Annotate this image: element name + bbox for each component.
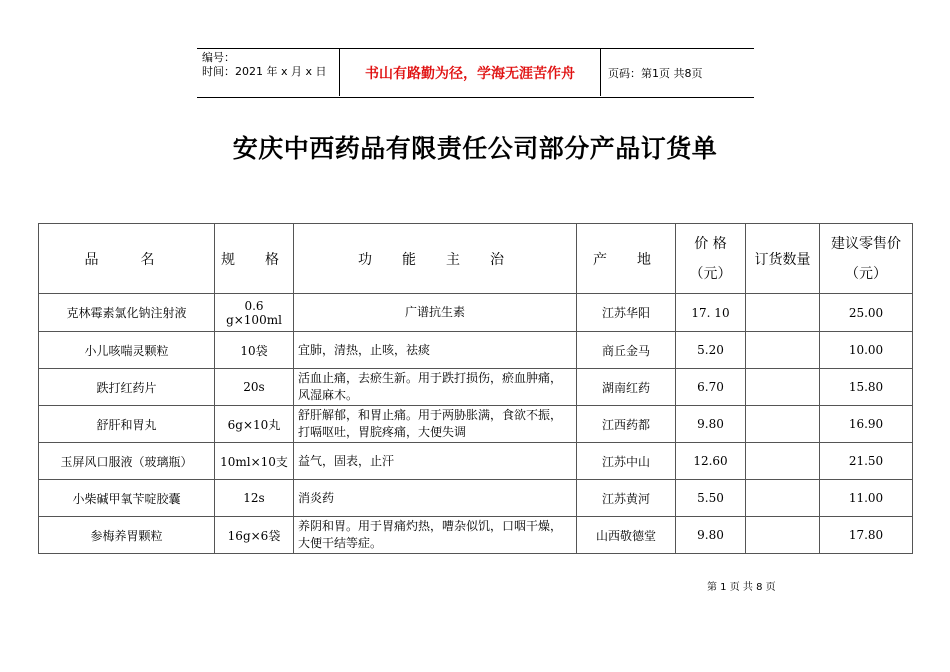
cell-retail: 21.50 (820, 443, 913, 480)
cell-name: 跌打红药片 (39, 369, 215, 406)
cell-name: 克林霉素氯化钠注射液 (39, 294, 215, 332)
cell-origin: 江苏华阳 (577, 294, 676, 332)
cell-function: 活血止痛，去瘀生新。用于跌打损伤，瘀血肿痛，风湿麻木。 (294, 369, 577, 406)
cell-origin: 江苏中山 (577, 443, 676, 480)
cell-spec: 10袋 (215, 332, 294, 369)
cell-name: 小柴碱甲氧苄啶胶囊 (39, 480, 215, 517)
cell-spec: 0.6 g×100ml (215, 294, 294, 332)
header-spec: 规 格 (215, 224, 294, 294)
table-row (39, 369, 913, 406)
cell-function: 舒肝解郁，和胃止痛。用于两胁胀满，食欲不振，打嗝呕吐，胃脘疼痛，大便失调 (294, 406, 577, 443)
cell-name: 参梅养胃颗粒 (39, 517, 215, 554)
motto: 书山有路勤为径，学海无涯苦作舟 (339, 49, 601, 96)
cell-retail: 10.00 (820, 332, 913, 369)
cell-origin: 江西药都 (577, 406, 676, 443)
table-row (39, 480, 913, 517)
cell-function: 消炎药 (294, 480, 577, 517)
header-qty: 订货数量 (746, 224, 820, 294)
cell-origin: 商丘金马 (577, 332, 676, 369)
cell-name: 小儿咳喘灵颗粒 (39, 332, 215, 369)
cell-qty[interactable] (746, 406, 820, 443)
cell-name: 舒肝和胃丸 (39, 406, 215, 443)
cell-name: 玉屏风口服液（玻璃瓶） (39, 443, 215, 480)
cell-retail: 25.00 (820, 294, 913, 332)
header-retail: 建议零售价 （元） (820, 224, 913, 294)
document-title: 安庆中西药品有限责任公司部分产品订货单 (232, 134, 718, 163)
cell-spec: 16g×6袋 (215, 517, 294, 554)
cell-price: 5.20 (676, 332, 746, 369)
cell-function: 养阴和胃。用于胃痛灼热，嘈杂似饥，口咽干燥，大便干结等症。 (294, 517, 577, 554)
cell-origin: 山西敬德堂 (577, 517, 676, 554)
cell-function: 宜肺，清热，止咳，祛痰 (294, 332, 577, 369)
cell-qty[interactable] (746, 369, 820, 406)
code-label: 编号： (202, 51, 235, 64)
page-footer: 第 1 页 共 8 页 (707, 582, 776, 593)
cell-spec: 20s (215, 369, 294, 406)
cell-qty[interactable] (746, 517, 820, 554)
cell-price: 12.60 (676, 443, 746, 480)
cell-function: 益气，固表，止汗 (294, 443, 577, 480)
cell-qty[interactable] (746, 294, 820, 332)
cell-retail: 16.90 (820, 406, 913, 443)
cell-price: 9.80 (676, 517, 746, 554)
header-origin: 产 地 (577, 224, 676, 294)
cell-retail: 11.00 (820, 480, 913, 517)
cell-qty[interactable] (746, 480, 820, 517)
cell-origin: 江苏黄河 (577, 480, 676, 517)
table-row (39, 406, 913, 443)
cell-origin: 湖南红药 (577, 369, 676, 406)
cell-spec: 10ml×10支 (215, 443, 294, 480)
header-name: 品 名 (39, 224, 215, 294)
order-table (38, 223, 913, 554)
cell-price: 17. 10 (676, 294, 746, 332)
table-row (39, 332, 913, 369)
header-meta (202, 51, 327, 79)
cell-price: 5.50 (676, 480, 746, 517)
cell-spec: 12s (215, 480, 294, 517)
header-function: 功 能 主 治 (294, 224, 577, 294)
table-header-row (39, 224, 913, 294)
table-row (39, 443, 913, 480)
cell-price: 9.80 (676, 406, 746, 443)
cell-function: 广谱抗生素 (294, 294, 577, 332)
cell-spec: 6g×10丸 (215, 406, 294, 443)
cell-qty[interactable] (746, 332, 820, 369)
table-row (39, 294, 913, 332)
time-label: 时间：2021 年 x 月 x 日 (202, 65, 327, 78)
header-price: 价 格 （元） (676, 224, 746, 294)
cell-price: 6.70 (676, 369, 746, 406)
table-row (39, 517, 913, 554)
cell-qty[interactable] (746, 443, 820, 480)
cell-retail: 15.80 (820, 369, 913, 406)
page-header (197, 48, 754, 98)
cell-retail: 17.80 (820, 517, 913, 554)
page-label: 页码：第1页 共8页 (608, 67, 703, 80)
